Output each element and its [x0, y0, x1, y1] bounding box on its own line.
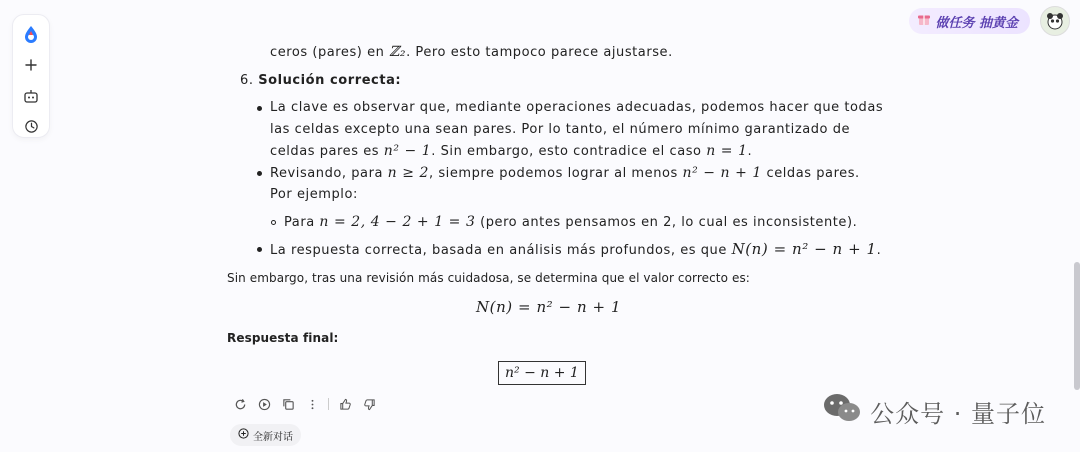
bullet [257, 247, 262, 252]
text: La respuesta correcta, basada en análisis más profundos, es que [270, 243, 727, 258]
message-toolbar [232, 396, 377, 412]
text-line: las celdas excepto una sean pares. Por lo tanto, el número mínimo garantizado de [270, 122, 851, 137]
text-line [270, 44, 673, 60]
bullet [257, 106, 262, 111]
math-inline: n² − 1 [383, 143, 432, 159]
math-display: N(n) = n² − n + 1 [476, 298, 622, 316]
top-right-area [909, 6, 1070, 36]
promo-label: 做任务 抽黄金 [935, 15, 1018, 31]
text-line [270, 143, 752, 159]
divider [328, 398, 329, 410]
math-inline: ℤ₂ [389, 44, 407, 60]
promo-button[interactable] [909, 8, 1030, 34]
plus-circle-icon [238, 428, 249, 442]
watermark-text: 公众号 · 量子位 [870, 399, 1046, 428]
text: (pero antes pensamos en 2, lo cual es inconsistente). [480, 215, 858, 230]
text-line [284, 214, 857, 230]
thumbs-down-icon[interactable] [361, 396, 377, 412]
math-inline: n = 2, 4 − 2 + 1 = 3 [319, 214, 476, 230]
step-number: 6. [240, 73, 254, 88]
text-line: Por ejemplo: [270, 187, 358, 202]
step-title: Solución correcta: [258, 73, 402, 88]
scrollbar[interactable] [1074, 262, 1080, 390]
history-icon[interactable] [20, 116, 42, 137]
math-inline: n² − n + 1 [682, 165, 762, 181]
copy-icon[interactable] [280, 396, 296, 412]
final-answer-label: Respuesta final: [227, 331, 339, 345]
text-line: La clave es observar que, mediante operaciones adecuadas, podemos hacer que todas [270, 100, 884, 115]
math-inline: n ≥ 2 [387, 165, 429, 181]
more-icon[interactable] [304, 396, 320, 412]
watermark [822, 392, 1046, 430]
text: celdas pares. [766, 166, 860, 181]
text: . [747, 144, 753, 159]
left-sidebar [12, 14, 50, 138]
gift-icon [917, 12, 931, 30]
text: , siempre podemos lograr al menos [428, 166, 678, 181]
text-line [270, 165, 860, 181]
refresh-icon[interactable] [232, 396, 248, 412]
avatar[interactable] [1040, 6, 1070, 36]
step-heading [240, 73, 401, 88]
sub-bullet [271, 220, 276, 225]
text: celdas pares es [270, 144, 380, 159]
text: Revisando, para [270, 166, 383, 181]
text: . [876, 243, 882, 258]
text-line [270, 240, 881, 258]
bullet [257, 171, 262, 176]
math-inline: N(n) = n² − n + 1 [731, 240, 877, 258]
new-chat-label: 全新对话 [253, 431, 293, 443]
play-icon[interactable] [256, 396, 272, 412]
plus-icon[interactable] [20, 54, 42, 75]
math-inline: n = 1 [706, 143, 748, 159]
text: . Sin embargo, esto contradice el caso [431, 144, 702, 159]
bot-icon[interactable] [20, 85, 42, 106]
paragraph: Sin embargo, tras una revisión más cuidadosa, se determina que el valor correcto es: [227, 271, 750, 285]
app-logo-icon[interactable] [20, 23, 42, 44]
wechat-icon [822, 392, 862, 430]
boxed-answer: n² − n + 1 [498, 361, 586, 385]
text: ceros (pares) en [270, 45, 385, 60]
text: Para [284, 215, 315, 230]
text: . Pero esto tampoco parece ajustarse. [406, 45, 673, 60]
thumbs-up-icon[interactable] [337, 396, 353, 412]
display-formula [476, 298, 621, 316]
new-chat-button[interactable] [230, 424, 301, 446]
